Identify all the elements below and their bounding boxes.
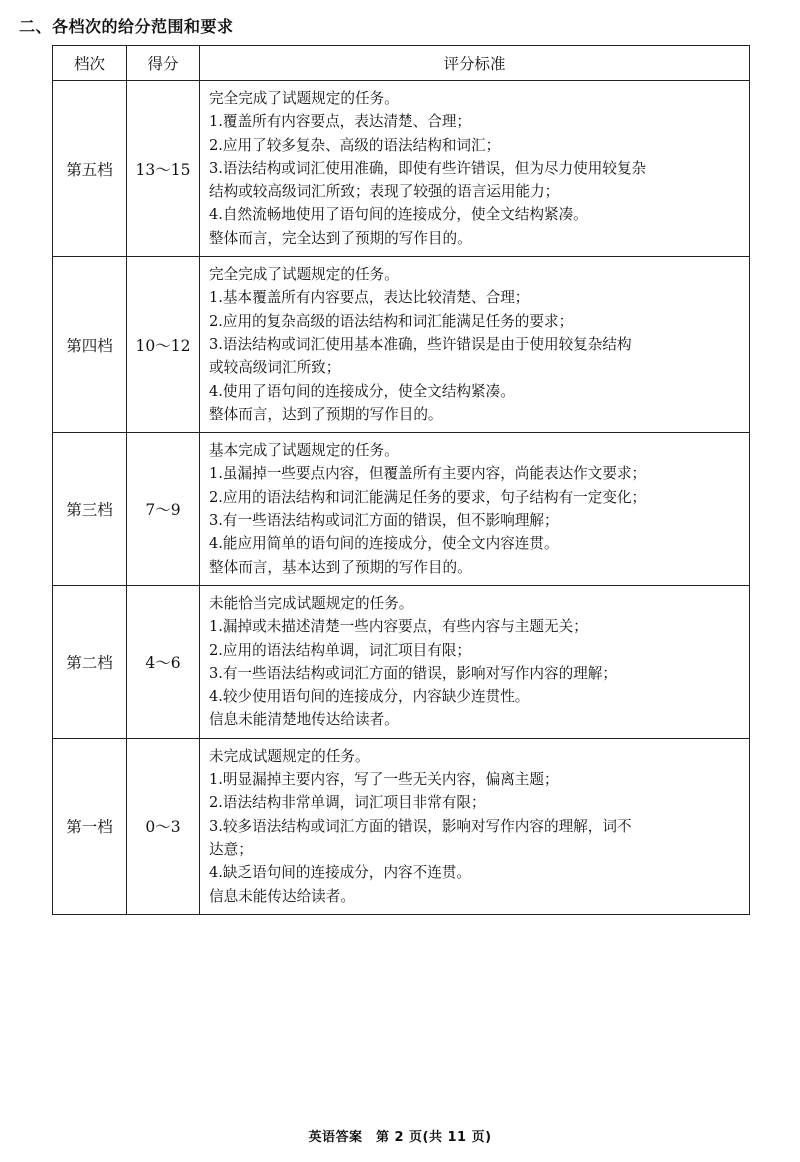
level-cell: 第三档: [53, 433, 127, 586]
criteria-line: 未完成试题规定的任务。: [209, 747, 370, 765]
section-title: 二、各档次的给分范围和要求: [19, 17, 234, 36]
score-range-cell: 4～6: [127, 585, 200, 738]
score-range-cell: 7～9: [127, 433, 200, 586]
criteria-line: 3.较多语法结构或词汇方面的错误，影响对写作内容的理解，词不: [209, 817, 632, 835]
criteria-line: 2.应用了较多复杂、高级的语法结构和词汇；: [209, 136, 501, 154]
header-level: 档次: [53, 46, 127, 81]
table-header-row: [53, 46, 750, 81]
table-row: [53, 738, 750, 914]
page-footer: 英语答案 第 2 页(共 11 页): [308, 1130, 492, 1145]
criteria-line: 完全完成了试题规定的任务。: [209, 266, 399, 284]
criteria-line: 4.较少使用语句间的连接成分，内容缺少连贯性。: [209, 688, 530, 706]
level-cell: 第二档: [53, 585, 127, 738]
header-criteria: 评分标准: [200, 46, 750, 81]
criteria-cell: [200, 257, 750, 433]
level-cell: 第四档: [53, 257, 127, 433]
table-row: [53, 257, 750, 433]
criteria-line: 4.使用了语句间的连接成分，使全文结构紧凑。: [209, 382, 515, 400]
criteria-cell: [200, 81, 750, 257]
criteria-line: 4.能应用简单的语句间的连接成分，使全文内容连贯。: [209, 535, 559, 553]
scoring-rubric-table: [52, 45, 750, 915]
table-row: [53, 433, 750, 586]
criteria-line: 3.语法结构或词汇使用准确，即使有些许错误，但为尽力使用较复杂: [209, 159, 647, 177]
criteria-line: 2.应用的语法结构单调，词汇项目有限；: [209, 641, 472, 659]
criteria-line: 信息未能传达给读者。: [209, 887, 355, 905]
criteria-line: 整体而言，达到了预期的写作目的。: [209, 405, 443, 423]
level-cell: 第一档: [53, 738, 127, 914]
criteria-line: 2.应用的语法结构和词汇能满足任务的要求，句子结构有一定变化；: [209, 488, 647, 506]
level-cell: 第五档: [53, 81, 127, 257]
criteria-line: 2.应用的复杂高级的语法结构和词汇能满足任务的要求；: [209, 312, 574, 330]
score-range-cell: 10～12: [127, 257, 200, 433]
criteria-cell: [200, 433, 750, 586]
table-row: [53, 81, 750, 257]
criteria-line: 1.漏掉或未描述清楚一些内容要点，有些内容与主题无关；: [209, 618, 588, 636]
criteria-line: 4.自然流畅地使用了语句间的连接成分，使全文结构紧凑。: [209, 206, 588, 224]
criteria-line: 3.语法结构或词汇使用基本准确，些许错误是由于使用较复杂结构: [209, 335, 632, 353]
criteria-line: 未能恰当完成试题规定的任务。: [209, 594, 414, 612]
header-score: 得分: [127, 46, 200, 81]
criteria-line: 1.基本覆盖所有内容要点，表达比较清楚、合理；: [209, 289, 530, 307]
criteria-line: 1.虽漏掉一些要点内容，但覆盖所有主要内容，尚能表达作文要求；: [209, 465, 647, 483]
criteria-line: 2.语法结构非常单调，词汇项目非常有限；: [209, 794, 486, 812]
criteria-line: 或较高级词汇所致；: [209, 359, 341, 377]
criteria-line: 基本完成了试题规定的任务。: [209, 442, 399, 460]
criteria-line: 4.缺乏语句间的连接成分，内容不连贯。: [209, 864, 472, 882]
criteria-line: 1.明显漏掉主要内容，写了一些无关内容，偏离主题；: [209, 771, 559, 789]
criteria-line: 完全完成了试题规定的任务。: [209, 90, 399, 107]
criteria-cell: [200, 738, 750, 914]
criteria-line: 整体而言，基本达到了预期的写作目的。: [209, 558, 472, 576]
criteria-line: 整体而言，完全达到了预期的写作目的。: [209, 229, 472, 247]
criteria-cell: [200, 585, 750, 738]
criteria-line: 信息未能清楚地传达给读者。: [209, 711, 399, 729]
criteria-line: 3.有一些语法结构或词汇方面的错误，影响对写作内容的理解；: [209, 664, 617, 682]
criteria-line: 结构或较高级词汇所致；表现了较强的语言运用能力；: [209, 183, 560, 201]
criteria-line: 达意；: [209, 840, 253, 858]
table-row: [53, 585, 750, 738]
score-range-cell: 0～3: [127, 738, 200, 914]
score-range-cell: 13～15: [127, 81, 200, 257]
criteria-line: 1.覆盖所有内容要点，表达清楚、合理；: [209, 113, 472, 131]
criteria-line: 3.有一些语法结构或词汇方面的错误，但不影响理解；: [209, 512, 559, 530]
